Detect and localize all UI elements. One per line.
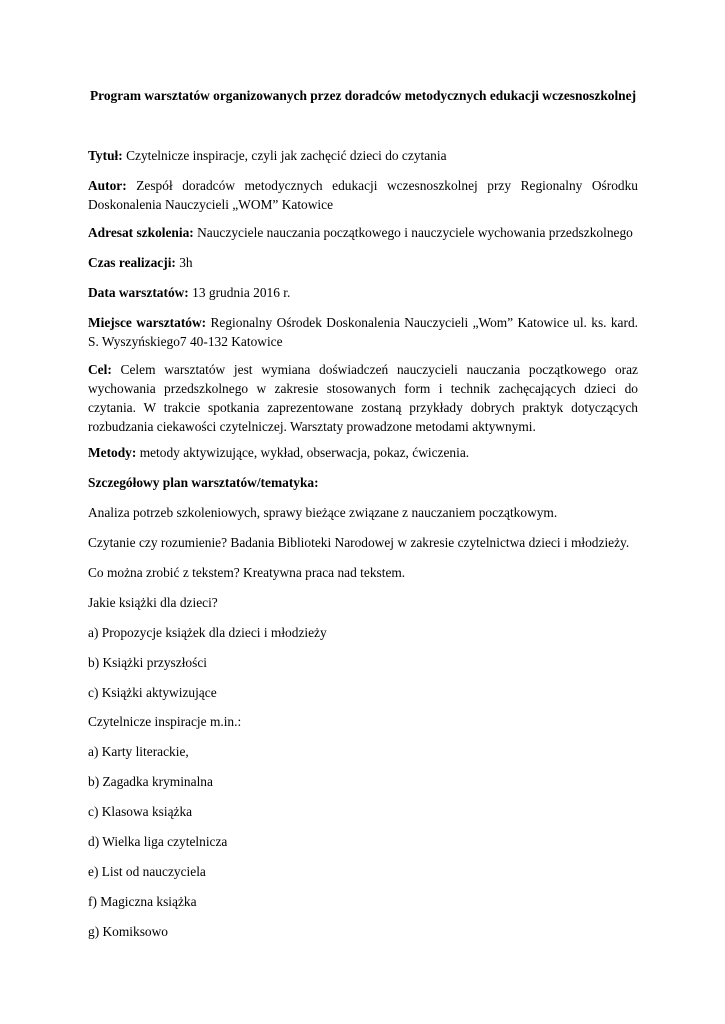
field-miejsce-label: Miejsce warsztatów: [88,315,207,330]
field-metody-label: Metody: [88,445,137,460]
field-adresat [88,223,638,242]
field-adresat-value: Nauczyciele nauczania początkowego i nauczyciele wychowania przedszkolnego [197,225,633,240]
list-item: Czytelnicze inspiracje m.in.: [88,714,242,729]
field-data-value: 13 grudnia 2016 r. [192,285,291,300]
field-czas-label: Czas realizacji: [88,255,176,270]
field-cel [88,360,638,436]
field-autor [88,176,638,214]
list-item: e) List od nauczyciela [88,864,206,879]
field-tytul-value: Czytelnicze inspiracje, czyli jak zachęcić dzieci do czytania [126,148,447,163]
list-item: d) Wielka liga czytelnicza [88,834,228,849]
field-cel-value: Celem warsztatów jest wymiana doświadczeń nauczycieli nauczania początkowego oraz wychowania przedszkolnego w zakresie stosowanych form i technik zachęcających dzieci do czytania. W trakcie spotkania zaprezentowane zostaną przykłady dobrych praktyk dotyczących rozbudzania ciekawości czytelniczej. Warsztaty prowadzone metodami aktywnymi. [88,362,638,434]
list-item: f) Magiczna książka [88,894,197,909]
list-item: a) Karty literackie, [88,744,189,759]
plan-heading: Szczegółowy plan warsztatów/tematyka: [88,475,319,490]
list-item: c) Książki aktywizujące [88,685,217,700]
field-tytul [88,146,638,165]
field-czas [88,253,638,272]
field-adresat-label: Adresat szkolenia: [88,225,194,240]
list-item: b) Zagadka kryminalna [88,774,213,789]
field-cel-label: Cel: [88,362,112,377]
list-item: Co można zrobić z tekstem? Kreatywna praca nad tekstem. [88,565,406,580]
field-data-label: Data warsztatów: [88,285,189,300]
field-data [88,283,638,302]
document-title: Program warsztatów organizowanych przez doradców metodycznych edukacji wczesnoszkolnej [89,88,637,103]
list-item: Analiza potrzeb szkoleniowych, sprawy bieżące związane z nauczaniem początkowym. [88,505,558,520]
field-tytul-label: Tytuł: [88,148,123,163]
field-autor-label: Autor: [88,178,127,193]
field-czas-value: 3h [179,255,193,270]
list-item: c) Klasowa książka [88,804,193,819]
list-item: b) Książki przyszłości [88,655,207,670]
field-miejsce [88,313,638,351]
field-autor-value: Zespół doradców metodycznych edukacji wczesnoszkolnej przy Regionalny Ośrodku Doskonalenia Nauczycieli „WOM” Katowice [88,178,638,212]
list-item: g) Komiksowo [88,924,168,939]
field-miejsce-value: Regionalny Ośrodek Doskonalenia Nauczycieli „Wom” Katowice ul. ks. kard. S. Wyszyńskiego7 40-132 Katowice [88,315,639,349]
list-item: a) Propozycje książek dla dzieci i młodzieży [88,625,327,640]
field-metody [88,443,638,462]
field-metody-value: metody aktywizujące, wykład, obserwacja, pokaz, ćwiczenia. [139,445,470,460]
list-item: Czytanie czy rozumienie? Badania Biblioteki Narodowej w zakresie czytelnictwa dzieci i młodzieży. [88,535,630,550]
list-item: Jakie książki dla dzieci? [88,595,218,610]
